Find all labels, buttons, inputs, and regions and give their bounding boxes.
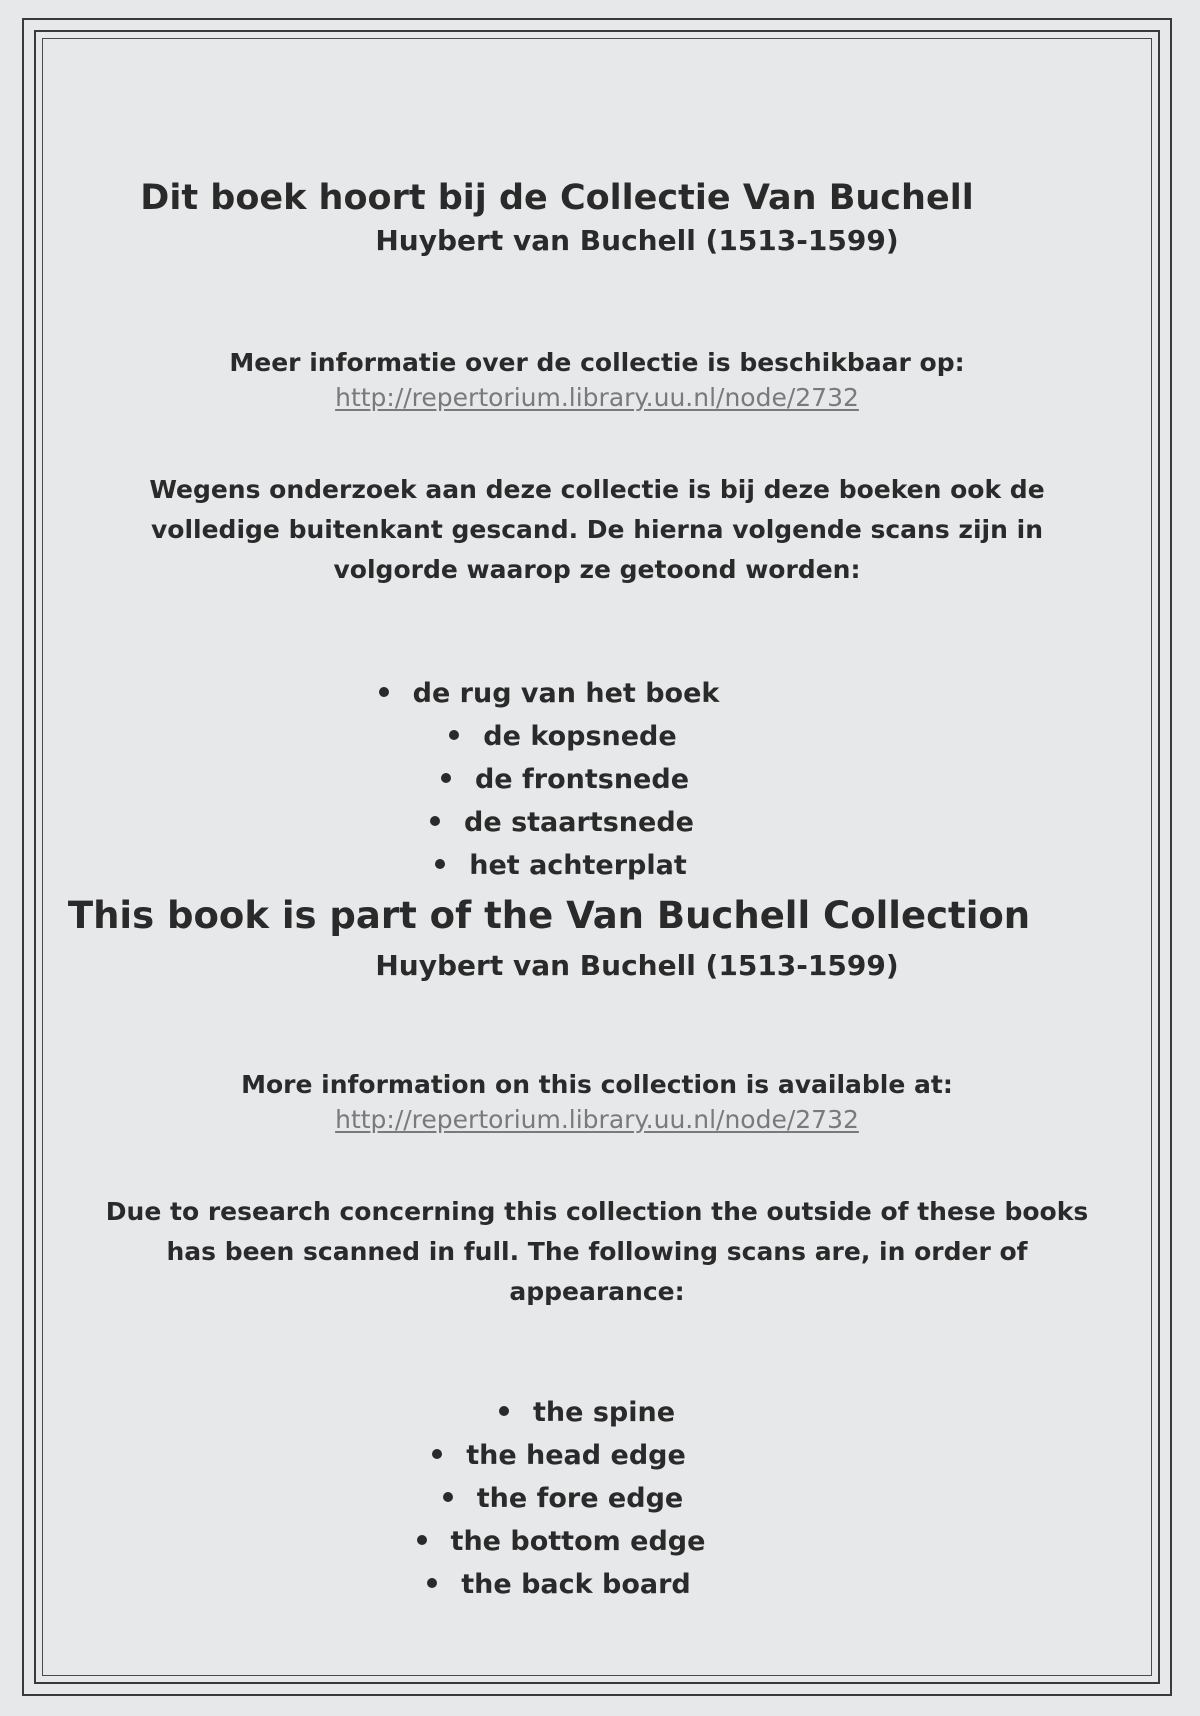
bullet-icon xyxy=(443,1492,453,1502)
dutch-title: Dit boek hoort bij de Collectie Van Buchell xyxy=(140,178,974,218)
english-title: This book is part of the Van Buchell Collection xyxy=(67,894,1031,937)
bullet-icon xyxy=(430,816,440,826)
document-content xyxy=(42,38,1152,1676)
dutch-paragraph: Wegens onderzoek aan deze collectie is bij deze boeken ook de volledige buitenkant gescand. De hierna volgende scans zijn in volgorde waarop ze getoond worden: xyxy=(149,475,1045,584)
english-scan-list xyxy=(42,1391,1152,1606)
bullet-icon xyxy=(417,1535,427,1545)
dutch-heading-block xyxy=(42,178,1152,257)
english-info-label: More information on this collection is available at: xyxy=(241,1070,953,1099)
bullet-icon xyxy=(435,859,445,869)
dutch-info-block xyxy=(42,348,1152,412)
list-item: de kopsnede xyxy=(8,715,1118,758)
english-collection-link[interactable]: http://repertorium.library.uu.nl/node/2732 xyxy=(335,1105,859,1134)
dutch-scan-list xyxy=(42,672,1152,887)
english-heading-block xyxy=(42,894,1152,982)
english-list-block xyxy=(42,1391,1152,1606)
list-item: the bottom edge xyxy=(6,1520,1116,1563)
list-item: de rug van het boek xyxy=(0,672,1104,715)
bullet-icon xyxy=(427,1578,437,1588)
dutch-subtitle: Huybert van Buchell (1513-1599) xyxy=(375,224,899,257)
english-paragraph-block xyxy=(42,1192,1152,1312)
list-item: de staartsnede xyxy=(7,801,1117,844)
bullet-icon xyxy=(499,1406,509,1416)
dutch-info-label: Meer informatie over de collectie is beschikbaar op: xyxy=(229,348,965,377)
bullet-icon xyxy=(432,1449,442,1459)
english-subtitle: Huybert van Buchell (1513-1599) xyxy=(375,949,899,982)
english-paragraph: Due to research concerning this collection the outside of these books has been scanned in full. The following scans are, in order of appearance: xyxy=(105,1197,1089,1306)
dutch-paragraph-block xyxy=(42,470,1152,590)
list-item: de frontsnede xyxy=(10,758,1120,801)
english-info-block xyxy=(42,1070,1152,1134)
list-item: the back board xyxy=(4,1563,1114,1606)
list-item: het achterplat xyxy=(6,844,1116,887)
dutch-collection-link[interactable]: http://repertorium.library.uu.nl/node/2732 xyxy=(335,383,859,412)
dutch-list-block xyxy=(42,672,1152,887)
list-item: the head edge xyxy=(4,1434,1114,1477)
list-item: the spine xyxy=(32,1391,1142,1434)
list-item: the fore edge xyxy=(8,1477,1118,1520)
bullet-icon xyxy=(449,730,459,740)
bullet-icon xyxy=(379,687,389,697)
bullet-icon xyxy=(441,773,451,783)
